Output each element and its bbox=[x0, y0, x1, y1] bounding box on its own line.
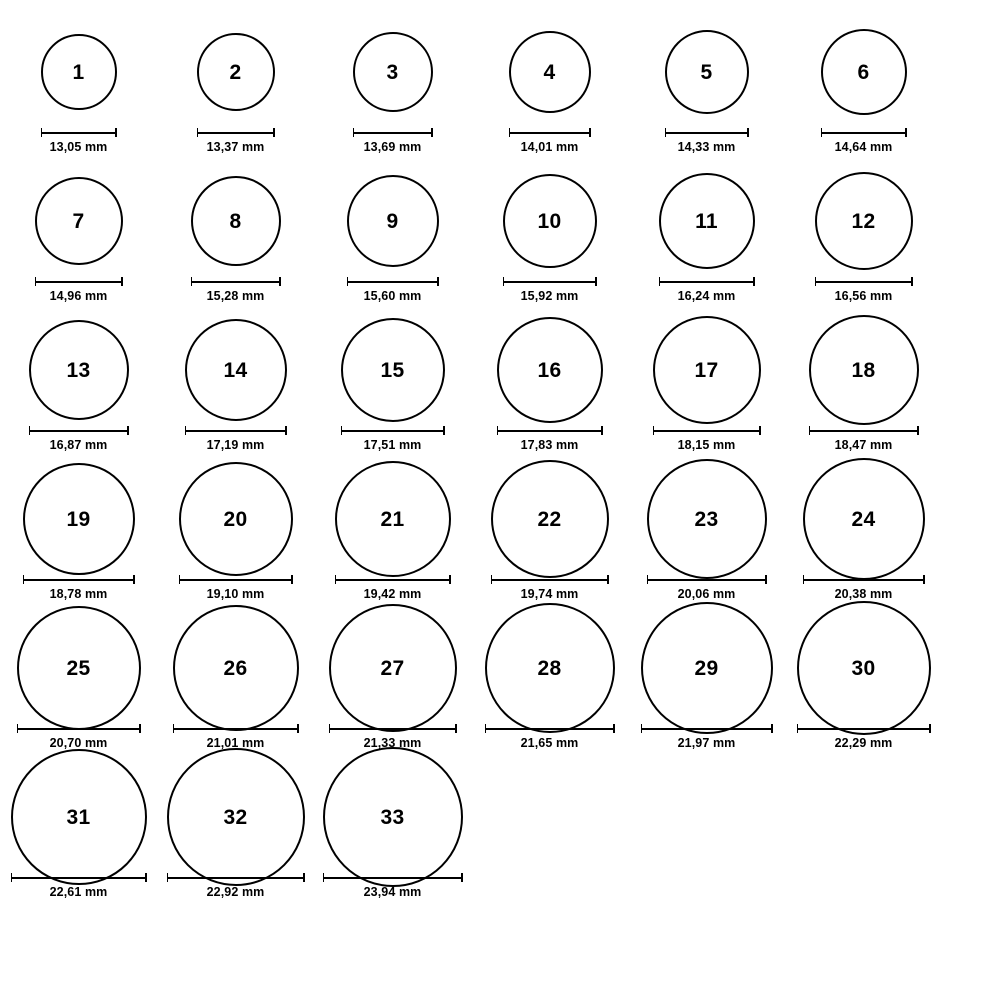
caliper-icon bbox=[323, 873, 463, 882]
ring-size-cell[interactable] bbox=[471, 18, 628, 154]
ring-size-row bbox=[0, 18, 1000, 167]
ring-measurement bbox=[173, 724, 299, 750]
ring-circle[interactable] bbox=[191, 176, 281, 266]
ring-circle[interactable] bbox=[485, 603, 615, 733]
ring-circle-wrap bbox=[653, 316, 761, 424]
caliper-icon bbox=[29, 426, 129, 435]
ring-size-cell[interactable] bbox=[314, 763, 471, 899]
caliper-icon bbox=[173, 724, 299, 733]
ring-measurement bbox=[665, 128, 749, 154]
ring-circle-wrap bbox=[485, 614, 615, 722]
ring-size-number: 27 bbox=[380, 656, 405, 680]
ring-circle[interactable] bbox=[491, 460, 609, 578]
ring-circle[interactable] bbox=[35, 177, 123, 265]
ring-circle-wrap bbox=[809, 316, 919, 424]
ring-size-cell[interactable] bbox=[314, 18, 471, 154]
ring-measurement bbox=[347, 277, 439, 303]
ring-diameter-label: 15,60 mm bbox=[363, 289, 422, 303]
ring-diameter-label: 17,83 mm bbox=[520, 438, 579, 452]
ring-size-cell[interactable] bbox=[0, 763, 157, 899]
ring-measurement bbox=[509, 128, 591, 154]
ring-circle-wrap bbox=[641, 614, 773, 722]
ring-size-cell[interactable] bbox=[157, 167, 314, 303]
caliper-icon bbox=[509, 128, 591, 137]
ring-size-number: 6 bbox=[857, 60, 870, 84]
ring-size-cell[interactable] bbox=[785, 167, 942, 303]
caliper-icon bbox=[659, 277, 755, 286]
ring-diameter-label: 21,97 mm bbox=[677, 736, 736, 750]
ring-diameter-label: 19,42 mm bbox=[363, 587, 422, 601]
ring-diameter-label: 16,87 mm bbox=[49, 438, 108, 452]
ring-circle-wrap bbox=[185, 316, 287, 424]
ring-size-cell[interactable] bbox=[157, 465, 314, 601]
ring-diameter-label: 19,10 mm bbox=[206, 587, 265, 601]
ring-size-number: 15 bbox=[380, 358, 405, 382]
ring-circle[interactable] bbox=[185, 319, 287, 421]
caliper-icon bbox=[185, 426, 287, 435]
ring-circle[interactable] bbox=[23, 463, 135, 575]
ring-circle-wrap bbox=[323, 763, 463, 871]
ring-diameter-label: 13,37 mm bbox=[206, 140, 265, 154]
caliper-icon bbox=[11, 873, 147, 882]
ring-circle-wrap bbox=[503, 167, 597, 275]
ring-diameter-label: 22,29 mm bbox=[834, 736, 893, 750]
ring-size-cell[interactable] bbox=[0, 316, 157, 452]
caliper-icon bbox=[647, 575, 767, 584]
ring-diameter-label: 14,64 mm bbox=[834, 140, 893, 154]
ring-size-number: 12 bbox=[851, 209, 876, 233]
ring-diameter-label: 17,19 mm bbox=[206, 438, 265, 452]
ring-circle[interactable] bbox=[341, 318, 445, 422]
ring-size-row bbox=[0, 763, 1000, 912]
ring-circle-wrap bbox=[353, 18, 433, 126]
ring-diameter-label: 21,65 mm bbox=[520, 736, 579, 750]
ring-size-cell[interactable] bbox=[0, 465, 157, 601]
ring-circle[interactable] bbox=[41, 34, 117, 110]
ring-size-number: 1 bbox=[72, 60, 85, 84]
ring-size-number: 23 bbox=[694, 507, 719, 531]
ring-diameter-label: 21,33 mm bbox=[363, 736, 422, 750]
caliper-icon bbox=[41, 128, 117, 137]
ring-circle-wrap bbox=[647, 465, 767, 573]
ring-size-cell[interactable] bbox=[628, 167, 785, 303]
ring-size-cell[interactable] bbox=[0, 614, 157, 750]
ring-diameter-label: 20,06 mm bbox=[677, 587, 736, 601]
caliper-icon bbox=[491, 575, 609, 584]
ring-diameter-label: 18,15 mm bbox=[677, 438, 736, 452]
ring-size-row bbox=[0, 614, 1000, 763]
ring-circle[interactable] bbox=[509, 31, 591, 113]
caliper-icon bbox=[23, 575, 135, 584]
ring-size-number: 9 bbox=[386, 209, 399, 233]
ring-size-number: 22 bbox=[537, 507, 562, 531]
ring-circle-wrap bbox=[41, 18, 117, 126]
caliper-icon bbox=[335, 575, 451, 584]
ring-size-row bbox=[0, 465, 1000, 614]
ring-size-number: 11 bbox=[695, 209, 718, 233]
ring-measurement bbox=[641, 724, 773, 750]
ring-circle[interactable] bbox=[323, 747, 463, 887]
ring-circle-wrap bbox=[815, 167, 913, 275]
caliper-icon bbox=[329, 724, 457, 733]
ring-circle[interactable] bbox=[17, 606, 141, 730]
ring-measurement bbox=[653, 426, 761, 452]
ring-diameter-label: 14,33 mm bbox=[677, 140, 736, 154]
ring-size-number: 10 bbox=[537, 209, 562, 233]
ring-circle-wrap bbox=[167, 763, 305, 871]
ring-measurement bbox=[815, 277, 913, 303]
ring-size-number: 2 bbox=[229, 60, 242, 84]
ring-measurement bbox=[335, 575, 451, 601]
ring-size-cell[interactable] bbox=[0, 18, 157, 154]
caliper-icon bbox=[17, 724, 141, 733]
ring-circle-wrap bbox=[347, 167, 439, 275]
ring-circle-wrap bbox=[35, 167, 123, 275]
ring-measurement bbox=[29, 426, 129, 452]
ring-diameter-label: 20,38 mm bbox=[834, 587, 893, 601]
caliper-icon bbox=[485, 724, 615, 733]
ring-size-cell[interactable] bbox=[314, 614, 471, 750]
ring-circle[interactable] bbox=[173, 605, 299, 731]
caliper-icon bbox=[179, 575, 293, 584]
ring-diameter-label: 14,96 mm bbox=[49, 289, 108, 303]
ring-size-number: 4 bbox=[543, 60, 556, 84]
ring-size-cell[interactable] bbox=[314, 316, 471, 452]
caliper-icon bbox=[167, 873, 305, 882]
ring-circle[interactable] bbox=[29, 320, 129, 420]
caliper-icon bbox=[497, 426, 603, 435]
ring-size-cell[interactable] bbox=[0, 167, 157, 303]
ring-size-cell[interactable] bbox=[628, 465, 785, 601]
ring-diameter-label: 15,92 mm bbox=[520, 289, 579, 303]
ring-size-cell[interactable] bbox=[471, 465, 628, 601]
ring-size-number: 17 bbox=[694, 358, 719, 382]
ring-diameter-label: 23,94 mm bbox=[363, 885, 422, 899]
ring-size-number: 13 bbox=[66, 358, 91, 382]
ring-diameter-label: 18,78 mm bbox=[49, 587, 108, 601]
ring-measurement bbox=[11, 873, 147, 899]
ring-circle-wrap bbox=[23, 465, 135, 573]
ring-size-number: 33 bbox=[380, 805, 405, 829]
ring-circle[interactable] bbox=[329, 604, 457, 732]
caliper-icon bbox=[503, 277, 597, 286]
ring-circle-wrap bbox=[191, 167, 281, 275]
ring-circle-wrap bbox=[497, 316, 603, 424]
ring-measurement bbox=[185, 426, 287, 452]
ring-size-row bbox=[0, 316, 1000, 465]
caliper-icon bbox=[191, 277, 281, 286]
ring-size-number: 31 bbox=[66, 805, 91, 829]
ring-circle[interactable] bbox=[803, 458, 925, 580]
caliper-icon bbox=[809, 426, 919, 435]
ring-measurement bbox=[809, 426, 919, 452]
ring-size-row bbox=[0, 167, 1000, 316]
ring-measurement bbox=[41, 128, 117, 154]
ring-circle[interactable] bbox=[653, 316, 761, 424]
ring-size-cell[interactable] bbox=[157, 18, 314, 154]
ring-circle-wrap bbox=[29, 316, 129, 424]
ring-circle-wrap bbox=[341, 316, 445, 424]
ring-size-number: 29 bbox=[694, 656, 719, 680]
ring-measurement bbox=[23, 575, 135, 601]
ring-circle-wrap bbox=[491, 465, 609, 573]
ring-size-number: 32 bbox=[223, 805, 248, 829]
ring-size-cell[interactable] bbox=[314, 167, 471, 303]
ring-measurement bbox=[341, 426, 445, 452]
ring-diameter-label: 16,24 mm bbox=[677, 289, 736, 303]
ring-size-number: 7 bbox=[72, 209, 85, 233]
ring-measurement bbox=[497, 426, 603, 452]
ring-size-number: 24 bbox=[851, 507, 876, 531]
ring-diameter-label: 22,61 mm bbox=[49, 885, 108, 899]
ring-circle-wrap bbox=[335, 465, 451, 573]
ring-measurement bbox=[803, 575, 925, 601]
ring-circle-wrap bbox=[179, 465, 293, 573]
caliper-icon bbox=[197, 128, 275, 137]
ring-measurement bbox=[797, 724, 931, 750]
ring-diameter-label: 20,70 mm bbox=[49, 736, 108, 750]
caliper-icon bbox=[821, 128, 907, 137]
ring-circle[interactable] bbox=[809, 315, 919, 425]
ring-size-cell[interactable] bbox=[471, 167, 628, 303]
ring-size-number: 21 bbox=[380, 507, 405, 531]
caliper-icon bbox=[797, 724, 931, 733]
ring-measurement bbox=[485, 724, 615, 750]
caliper-icon bbox=[815, 277, 913, 286]
ring-size-number: 16 bbox=[537, 358, 562, 382]
caliper-icon bbox=[641, 724, 773, 733]
ring-circle[interactable] bbox=[503, 174, 597, 268]
ring-circle[interactable] bbox=[797, 601, 931, 735]
ring-size-cell[interactable] bbox=[157, 316, 314, 452]
ring-size-number: 5 bbox=[700, 60, 713, 84]
ring-diameter-label: 16,56 mm bbox=[834, 289, 893, 303]
ring-diameter-label: 21,01 mm bbox=[206, 736, 265, 750]
ring-measurement bbox=[167, 873, 305, 899]
ring-size-number: 20 bbox=[223, 507, 248, 531]
ring-size-cell[interactable] bbox=[785, 18, 942, 154]
ring-circle-wrap bbox=[329, 614, 457, 722]
ring-circle-wrap bbox=[509, 18, 591, 126]
ring-size-number: 25 bbox=[66, 656, 91, 680]
caliper-icon bbox=[341, 426, 445, 435]
ring-circle[interactable] bbox=[353, 32, 433, 112]
ring-diameter-label: 13,05 mm bbox=[49, 140, 108, 154]
caliper-icon bbox=[347, 277, 439, 286]
ring-size-cell[interactable] bbox=[314, 465, 471, 601]
caliper-icon bbox=[803, 575, 925, 584]
ring-circle-wrap bbox=[173, 614, 299, 722]
ring-size-cell[interactable] bbox=[157, 763, 314, 899]
ring-size-cell[interactable] bbox=[471, 316, 628, 452]
ring-size-number: 14 bbox=[223, 358, 248, 382]
ring-size-number: 26 bbox=[223, 656, 248, 680]
ring-size-number: 8 bbox=[229, 209, 242, 233]
ring-diameter-label: 17,51 mm bbox=[363, 438, 422, 452]
ring-circle[interactable] bbox=[659, 173, 755, 269]
ring-diameter-label: 13,69 mm bbox=[363, 140, 422, 154]
caliper-icon bbox=[35, 277, 123, 286]
ring-circle-wrap bbox=[197, 18, 275, 126]
ring-size-number: 30 bbox=[851, 656, 876, 680]
ring-circle[interactable] bbox=[197, 33, 275, 111]
ring-size-number: 28 bbox=[537, 656, 562, 680]
ring-circle-wrap bbox=[665, 18, 749, 126]
ring-size-number: 19 bbox=[66, 507, 91, 531]
ring-circle[interactable] bbox=[167, 748, 305, 886]
ring-diameter-label: 15,28 mm bbox=[206, 289, 265, 303]
ring-size-cell[interactable] bbox=[471, 614, 628, 750]
caliper-icon bbox=[353, 128, 433, 137]
ring-diameter-label: 18,47 mm bbox=[834, 438, 893, 452]
ring-circle-wrap bbox=[803, 465, 925, 573]
ring-size-cell[interactable] bbox=[785, 614, 942, 750]
ring-circle-wrap bbox=[17, 614, 141, 722]
ring-size-cell[interactable] bbox=[628, 316, 785, 452]
ring-measurement bbox=[17, 724, 141, 750]
ring-size-number: 3 bbox=[386, 60, 399, 84]
ring-circle-wrap bbox=[659, 167, 755, 275]
ring-measurement bbox=[659, 277, 755, 303]
ring-size-cell[interactable] bbox=[785, 316, 942, 452]
ring-circle-wrap bbox=[797, 614, 931, 722]
ring-measurement bbox=[35, 277, 123, 303]
ring-diameter-label: 22,92 mm bbox=[206, 885, 265, 899]
ring-diameter-label: 19,74 mm bbox=[520, 587, 579, 601]
ring-circle[interactable] bbox=[665, 30, 749, 114]
ring-circle[interactable] bbox=[641, 602, 773, 734]
ring-size-cell[interactable] bbox=[785, 465, 942, 601]
ring-diameter-label: 14,01 mm bbox=[520, 140, 579, 154]
ring-circle[interactable] bbox=[497, 317, 603, 423]
ring-circle-wrap bbox=[821, 18, 907, 126]
ring-circle[interactable] bbox=[815, 172, 913, 270]
caliper-icon bbox=[653, 426, 761, 435]
ring-measurement bbox=[191, 277, 281, 303]
ring-measurement bbox=[503, 277, 597, 303]
ring-circle[interactable] bbox=[347, 175, 439, 267]
ring-size-number: 18 bbox=[851, 358, 876, 382]
ring-size-cell[interactable] bbox=[628, 18, 785, 154]
ring-circle[interactable] bbox=[821, 29, 907, 115]
ring-measurement bbox=[179, 575, 293, 601]
ring-size-cell[interactable] bbox=[628, 614, 785, 750]
ring-circle[interactable] bbox=[335, 461, 451, 577]
ring-circle[interactable] bbox=[179, 462, 293, 576]
ring-circle[interactable] bbox=[647, 459, 767, 579]
ring-measurement bbox=[323, 873, 463, 899]
ring-circle[interactable] bbox=[11, 749, 147, 885]
caliper-icon bbox=[665, 128, 749, 137]
ring-size-cell[interactable] bbox=[157, 614, 314, 750]
ring-measurement bbox=[647, 575, 767, 601]
ring-measurement bbox=[821, 128, 907, 154]
ring-circle-wrap bbox=[11, 763, 147, 871]
ring-measurement bbox=[197, 128, 275, 154]
ring-measurement bbox=[491, 575, 609, 601]
ring-measurement bbox=[353, 128, 433, 154]
